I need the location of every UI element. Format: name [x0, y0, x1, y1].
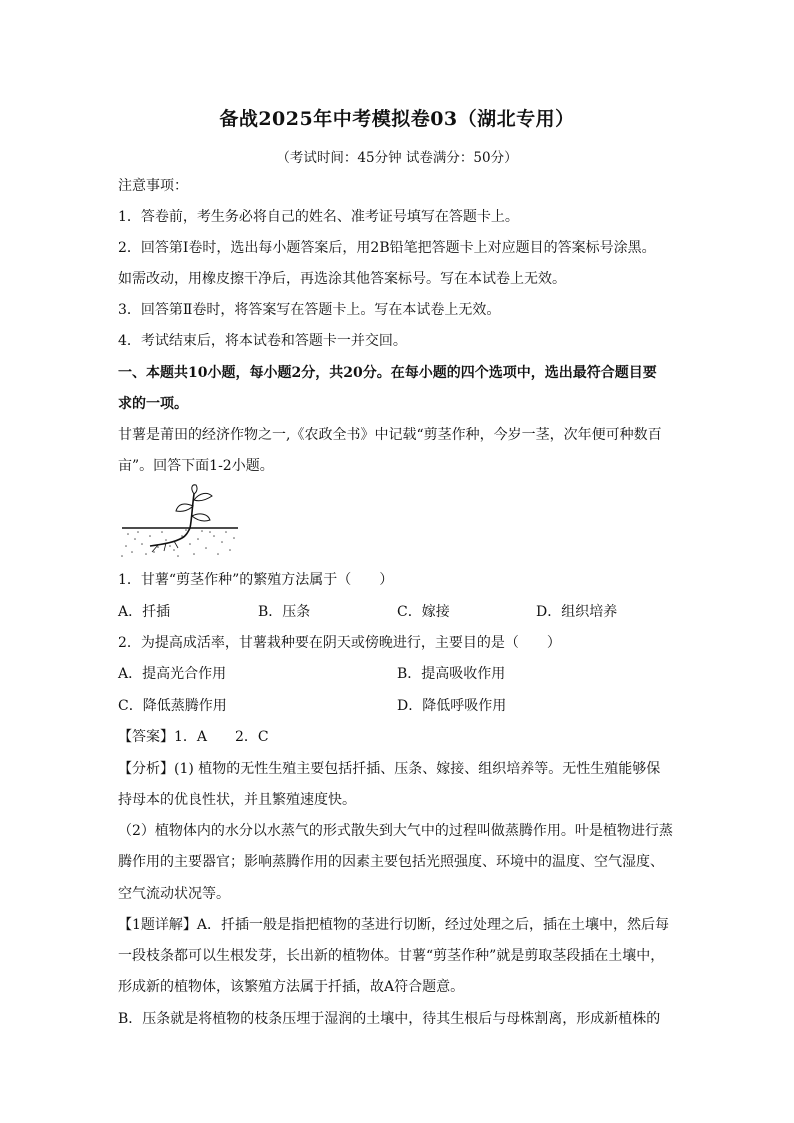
sweet-potato-cutting-illustration [120, 484, 240, 560]
detail-line: 一段枝条都可以生根发芽，长出新的植物体。甘薯“剪茎作种”就是剪取茎段插在土壤中， [118, 948, 665, 964]
detail-line: B．压条就是将植物的枝条压埋于湿润的土壤中，待其生根后与母株割离，形成新植株的 [118, 1011, 661, 1027]
note-item: 2．回答第Ⅰ卷时，选出每小题答案后，用2B铅笔把答题卡上对应题目的答案标号涂黑。 [118, 240, 656, 256]
exam-time-info: （考试时间：45分钟 试卷满分：50分） [276, 150, 518, 166]
note-item: 4．考试结束后，将本试卷和答题卡一并交回。 [118, 333, 407, 349]
analysis-line: 腾作用的主要器官；影响蒸腾作用的因素主要包括光照强度、环境中的温度、空气湿度、 [118, 854, 664, 870]
note-item: 3．回答第Ⅱ卷时，将答案写在答题卡上。写在本试卷上无效。 [118, 302, 501, 318]
passage-text: 甘薯是莆田的经济作物之一,《农政全书》中记载“剪茎作种，今岁一茎，次年便可种数百 [118, 427, 662, 443]
analysis-line: 【分析】(1) 植物的无性生殖主要包括扦插、压条、嫁接、组织培养等。无性生殖能够保 [118, 761, 661, 777]
question-1-option-d: D．组织培养 [536, 604, 618, 620]
passage-text-cont: 亩”。回答下面1-2小题。 [118, 458, 274, 474]
question-2-stem: 2．为提高成活率，甘薯栽种要在阴天或傍晚进行，主要目的是（ ） [118, 635, 561, 651]
question-2-option-b: B．提高吸收作用 [397, 666, 506, 682]
question-1-stem: 1．甘薯“剪茎作种”的繁殖方法属于（ ） [118, 572, 394, 588]
question-2-option-a: A．提高光合作用 [118, 666, 227, 682]
question-1-option-c: C．嫁接 [397, 604, 450, 620]
section-heading: 一、本题共10小题，每小题2分，共20分。在每小题的四个选项中，选出最符合题目要 [118, 365, 657, 381]
question-1-option-a: A．扦插 [118, 604, 171, 620]
answer-line: 【答案】1．A 2．C [118, 729, 269, 745]
note-item: 如需改动，用橡皮擦干净后，再选涂其他答案标号。写在本试卷上无效。 [118, 271, 566, 287]
question-1-option-b: B．压条 [258, 604, 311, 620]
detail-line: 【1题详解】A．扦插一般是指把植物的茎进行切断，经过处理之后，插在土壤中，然后每 [118, 917, 670, 933]
question-2-option-d: D．降低呼吸作用 [397, 698, 507, 714]
analysis-line: （2）植物体内的水分以水蒸气的形式散失到大气中的过程叫做蒸腾作用。叶是植物进行蒸 [118, 823, 673, 839]
page-title: 备战2025年中考模拟卷03（湖北专用） [219, 108, 575, 130]
notes-heading: 注意事项： [118, 178, 188, 194]
section-heading-cont: 求的一项。 [118, 396, 188, 412]
detail-line: 形成新的植物体，该繁殖方法属于扦插，故A符合题意。 [118, 979, 465, 995]
question-2-option-c: C．降低蒸腾作用 [118, 698, 227, 714]
analysis-line: 空气流动状况等。 [118, 886, 230, 902]
analysis-line: 持母本的优良性状，并且繁殖速度快。 [118, 792, 356, 808]
note-item: 1．答卷前，考生务必将自己的姓名、准考证号填写在答题卡上。 [118, 209, 519, 225]
